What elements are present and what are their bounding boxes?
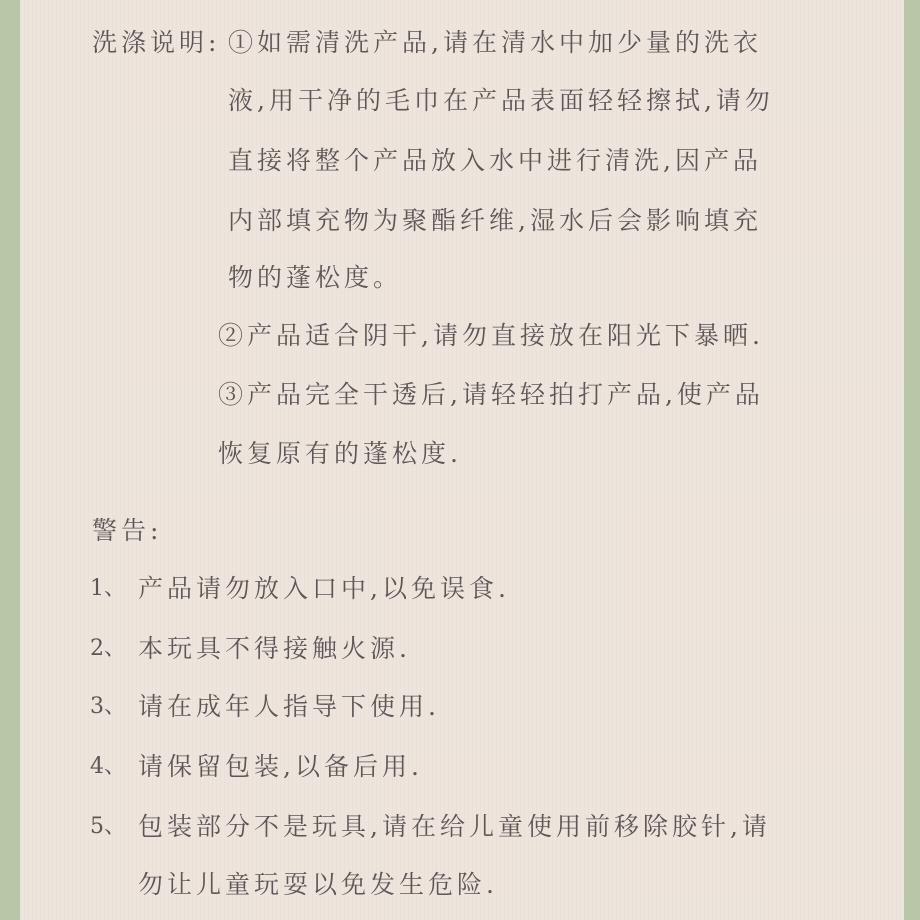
instruction-card (20, 0, 904, 920)
warning-item-3-number: 3、 (90, 694, 126, 719)
washing-line-8: 恢复原有的蓬松度. (218, 439, 462, 468)
warning-item-5-text-cont: 勿让儿童玩耍以免发生危险. (138, 870, 498, 899)
warning-item-5-number: 5、 (90, 814, 126, 839)
washing-label: 洗涤说明: (92, 28, 221, 57)
washing-line-5: 物的蓬松度。 (228, 263, 403, 292)
warning-item-2-text: 本玩具不得接触火源. (138, 634, 411, 663)
washing-line-6: ②产品适合阴干,请勿直接放在阳光下暴晒. (218, 321, 764, 350)
warning-item-1-text: 产品请勿放入口中,以免误食. (138, 574, 510, 603)
warning-item-1-number: 1、 (90, 576, 126, 601)
warning-item-5-text: 包装部分不是玩具,请在给儿童使用前移除胶针,请 (138, 812, 771, 841)
warning-item-3-text: 请在成年人指导下使用. (138, 692, 440, 721)
washing-line-2: 液,用干净的毛巾在产品表面轻轻擦拭,请勿 (228, 86, 774, 115)
washing-line-7: ③产品完全干透后,请轻轻拍打产品,使产品 (218, 380, 764, 409)
washing-line-3: 直接将整个产品放入水中进行清洗,因产品 (228, 146, 762, 175)
warning-item-4-number: 4、 (90, 754, 126, 779)
washing-line-4: 内部填充物为聚酯纤维,湿水后会影响填充 (228, 206, 762, 235)
warning-item-2-number: 2、 (90, 636, 126, 661)
warning-item-4-text: 请保留包装,以备后用. (138, 752, 423, 781)
warning-label: 警告: (92, 516, 163, 545)
washing-line-1: ①如需清洗产品,请在清水中加少量的洗衣 (228, 28, 762, 57)
